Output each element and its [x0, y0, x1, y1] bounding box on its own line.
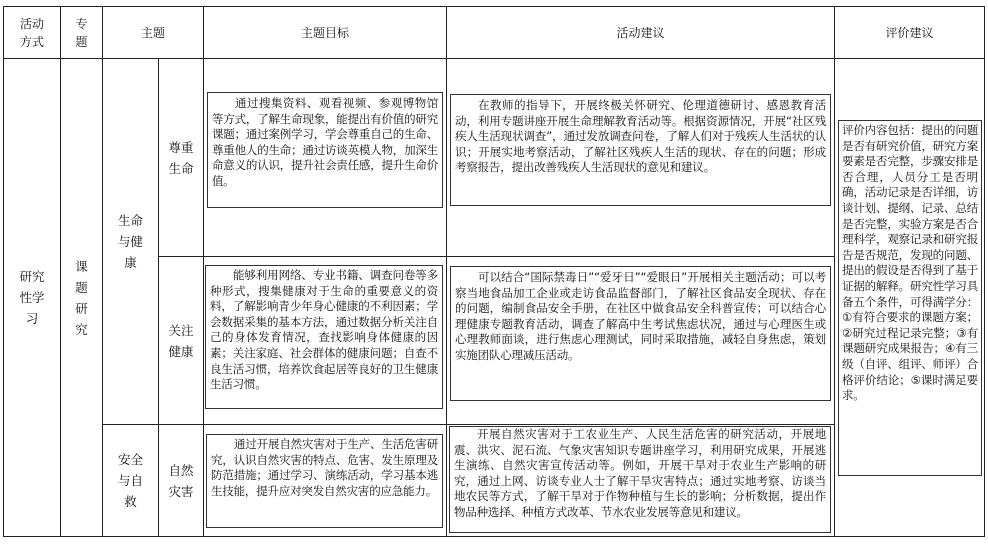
group-cell-life-health [103, 59, 158, 424]
header-evaluation [835, 7, 984, 58]
suggestion-text-respect-life: 在教师的指导下，开展终极关怀研究、伦理道德研讨、感恩教育活动，利用专题讲座开展生命理解教育活动等。根据资源情况，开展“社区残疾人生活现状调查”，通过发放调查问卷，了解人们对于残疾人生活状的认识；开展实地考察活动，了解社区残疾人生活的现状、存在的问题；形成考察报告，提出改善残疾人生活现状的意见和建议。 [450, 94, 831, 206]
topic-cell [61, 59, 102, 536]
subtopic-cell-disaster [159, 425, 203, 536]
goal-text-health: 能够利用网络、专业书籍、调查问卷等多种形式，搜集健康对于生命的重要意义的资料，了解影响青少年身心健康的不利因素；学会数据采集的基本方法，通过数据分析关注自己的身体发育情况，查找影响身体健康的因素；关注家庭、社会群体的健康问题；自查不良生活习惯，培养饮食起居等良好的卫生健康生活习惯。 [205, 265, 443, 409]
col-divider-5 [446, 6, 447, 537]
group-cell-safety [103, 425, 158, 536]
subtopic-label: 关注健康 [168, 322, 194, 359]
row-divider-1 [158, 256, 834, 257]
header-theme-text: 主题 [140, 25, 165, 40]
table-border-bottom [3, 536, 985, 537]
col-divider-6 [834, 6, 835, 537]
header-suggestion [447, 7, 834, 58]
header-method-text: 活动方式 [19, 16, 44, 49]
header-suggestion-text: 活动建议 [616, 25, 665, 40]
goal-text-disaster: 通过开展自然灾害对于生产、生活危害研究，认识自然灾害的特点、危害、发生原理及防范措施；通过学习、演练活动，学习基本逃生技能，提升应对突发自然灾害的应急能力。 [206, 434, 443, 528]
header-goal [204, 7, 446, 58]
header-theme [103, 7, 203, 58]
group-divider [102, 424, 834, 425]
header-evaluation-text: 评价建议 [885, 25, 934, 40]
header-goal-text: 主题目标 [300, 25, 349, 40]
subtopic-label: 尊重生命 [168, 139, 194, 176]
subtopic-label: 自然灾害 [168, 462, 194, 499]
topic-value: 课题研究 [75, 258, 88, 337]
header-method [4, 7, 60, 58]
suggestion-text-disaster: 开展自然灾害对于工农业生产、人民生活危害的研究活动，开展地震、洪灾、泥石流、气象灾害知识专题讲座学习，利用研究成果，开展逃生演练、自然灾害宣传活动等。例如，开展干旱对于农业生产影响的研究，通过上网、访谈专业人士了解干旱灾害特点；通过实地考察、访谈当地农民等方式，了解干旱对于作物种植与生长的影响；分析数据，提出作物品种选择、种植方式改革、节水农业发展等意见和建议。 [449, 426, 831, 533]
evaluation-text: 评价内容包括：提出的问题是否有研究价值，研究方案要素是否完整，步骤安排是否合理，人员分工是否明确，活动记录是否详细，访谈计划、提纲、记录、总结是否完整，实验方案是否合理科学，观察记录和研究报告是否规范，发现的问题、提出的假设是否得到了基于证据的解释。研究性学习具备五个条件，可得满学分：①有符合要求的课题方案；②研究过程记录完整；③有课题研究成果报告；④有三级（自评、组评、师评）合格评价结论；⑤课时满足要求。 [838, 120, 982, 476]
table-border-right [984, 6, 985, 537]
group-name: 安全与自救 [117, 452, 143, 509]
header-topic-type-text: 专题 [75, 16, 88, 49]
suggestion-text-health: 可以结合“国际禁毒日”“爱牙日”“爱眼日”开展相关主题活动；可以考察当地食品加工企业或走访食品监督部门，了解社区食品安全现状、存在的问题，编制食品安全手册，在社区中做食品安全科普宣传；可以结合心理健康专题教育活动，调查了解高中生考试焦虑状况，通过与心理医生或心理教师面谈，进行焦虑心理测试，同时采取措施，减轻自身焦虑，策划实施团队心理减压活动。 [450, 266, 831, 401]
method-value: 研究性学习 [19, 269, 45, 326]
group-name: 生命与健康 [117, 213, 143, 270]
subtopic-cell-respect-life [159, 59, 203, 256]
col-divider-4 [203, 6, 204, 537]
goal-text-respect-life: 通过搜集资料、观看视频、参观博物馆等方式，了解生命现象，能提出有价值的研究课题；通过案例学习，学会尊重自己的生命、尊重他人的生命；通过访谈英模人物，加深生命意义的认识，提升社会责任感，提升生命价值。 [207, 92, 443, 208]
method-cell [4, 59, 60, 536]
subtopic-cell-health [159, 257, 203, 424]
header-topic-type [61, 7, 102, 58]
